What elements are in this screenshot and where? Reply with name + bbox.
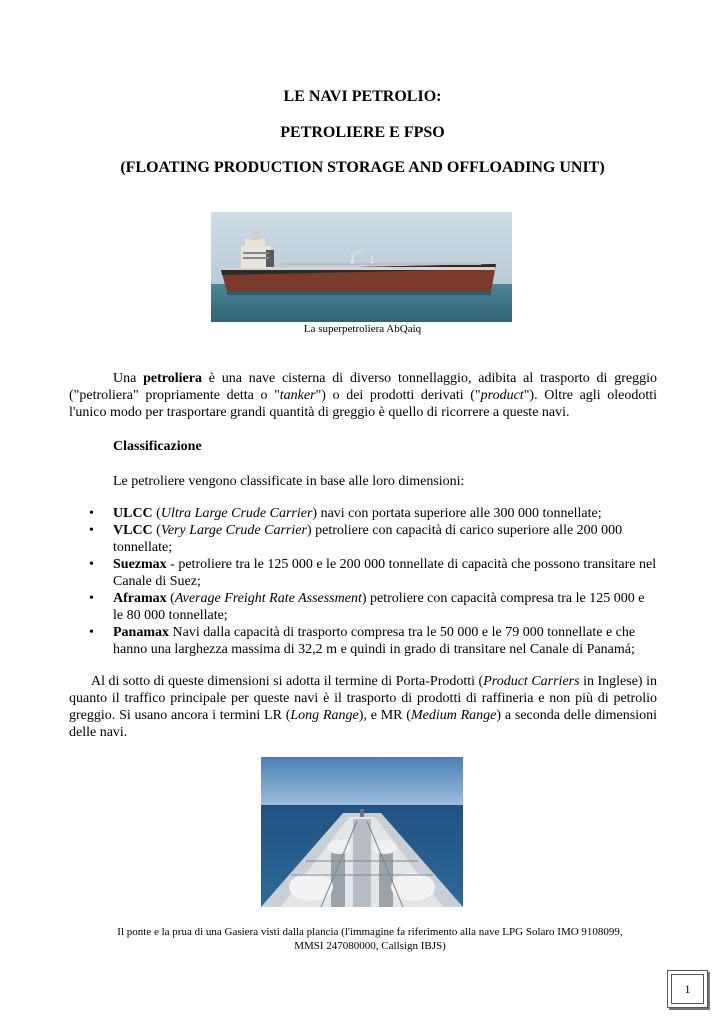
figure-caption-line: Il ponte e la prua di una Gasiera visti dalla plancia (l'immagine fa riferimento alla nave LPG Solaro IMO 9108099, xyxy=(117,926,623,938)
intro-term-product: product xyxy=(480,388,524,403)
bullet-icon: • xyxy=(89,523,94,538)
intro-text: Una xyxy=(113,371,144,386)
class-text: ) petroliere con capacità di carico superiore alle 200 000 tonnellate; xyxy=(113,523,623,555)
document-subtitle: PETROLIERE E FPSO xyxy=(280,124,445,141)
class-text: ( xyxy=(166,591,175,606)
class-text: ) petroliere con capacità compresa tra le 125 000 e le 80 000 tonnellate; xyxy=(113,591,645,623)
intro-text: è una nave cisterna di diverso tonnellaggio, adibita al trasporto di greggio ("petroliera" propriamente detta o " xyxy=(69,371,657,403)
product-term: Product Carriers xyxy=(483,674,580,689)
intro-term: petroliera xyxy=(143,371,202,386)
figure-caption-line: MMSI 247080000, Callsign IBJS) xyxy=(294,940,446,952)
section-lead: Le petroliere vengono classificate in base alle loro dimensioni: xyxy=(113,474,465,489)
product-text: Al di sotto di queste dimensioni si adotta il termine di Porta-Prodotti ( xyxy=(91,674,484,689)
class-name: Suezmax xyxy=(113,557,167,572)
section-heading: Classificazione xyxy=(113,439,202,454)
class-name: ULCC xyxy=(113,506,153,521)
intro-term-tanker: tanker xyxy=(279,388,316,403)
gas-carrier-deck-photo xyxy=(261,757,463,907)
intro-text: ") o dei prodotti derivati (" xyxy=(315,388,481,403)
class-name: Panamax xyxy=(113,625,169,640)
figure-caption: La superpetroliera AbQaiq xyxy=(303,323,422,335)
class-text: ( xyxy=(152,523,161,538)
classification-list xyxy=(69,505,657,658)
bullet-icon: • xyxy=(89,557,94,572)
bullet-icon: • xyxy=(89,591,94,606)
class-text: ) navi con portata superiore alle 300 000 tonnellate; xyxy=(312,506,602,521)
list-item xyxy=(69,505,657,522)
tanker-photo xyxy=(211,212,512,322)
class-expansion: Very Large Crude Carrier xyxy=(160,523,307,538)
page-number-box xyxy=(667,970,708,1008)
class-name: VLCC xyxy=(113,523,153,538)
class-expansion: Average Freight Rate Assessment xyxy=(174,591,362,606)
document-subtitle-expansion: (FLOATING PRODUCTION STORAGE AND OFFLOADING UNIT) xyxy=(120,159,605,176)
product-text: ), e MR ( xyxy=(358,708,411,723)
page-number: 1 xyxy=(684,982,691,996)
class-text: ( xyxy=(152,506,161,521)
figure-caption xyxy=(75,925,665,953)
class-text: Navi dalla capacità di trasporto compresa tra le 50 000 e le 79 000 tonnellate e che hanno una larghezza massima di 32,2 m e quindi in grado di transitare nel Canale di Panamá; xyxy=(113,625,636,657)
bullet-icon: • xyxy=(89,506,94,521)
product-text: ) a seconda delle dimensioni delle navi. xyxy=(69,708,657,740)
product-carriers-paragraph xyxy=(69,673,657,741)
intro-text: "). Oltre agli oleodotti l'unico modo per trasportare grandi quantità di greggio è quello di ricorrere a queste navi. xyxy=(69,388,657,420)
list-item xyxy=(69,522,657,556)
list-item xyxy=(69,590,657,624)
list-item xyxy=(69,624,657,658)
intro-paragraph xyxy=(69,370,657,421)
product-term: Medium Range xyxy=(410,708,497,723)
class-expansion: Ultra Large Crude Carrier xyxy=(160,506,313,521)
product-term: Long Range xyxy=(290,708,359,723)
class-name: Aframax xyxy=(113,591,167,606)
product-text: in Inglese) in quanto il traffico principale per queste navi è il trasporto di prodotti di raffineria e non più di petrolio greggio. Si usano ancora i termini LR ( xyxy=(69,674,657,723)
list-item xyxy=(69,556,657,590)
bullet-icon: • xyxy=(89,625,94,640)
class-text: - petroliere tra le 125 000 e le 200 000 tonnellate di capacità che possono transitare nel Canale di Suez; xyxy=(113,557,657,589)
document-title: LE NAVI PETROLIO: xyxy=(283,88,442,105)
